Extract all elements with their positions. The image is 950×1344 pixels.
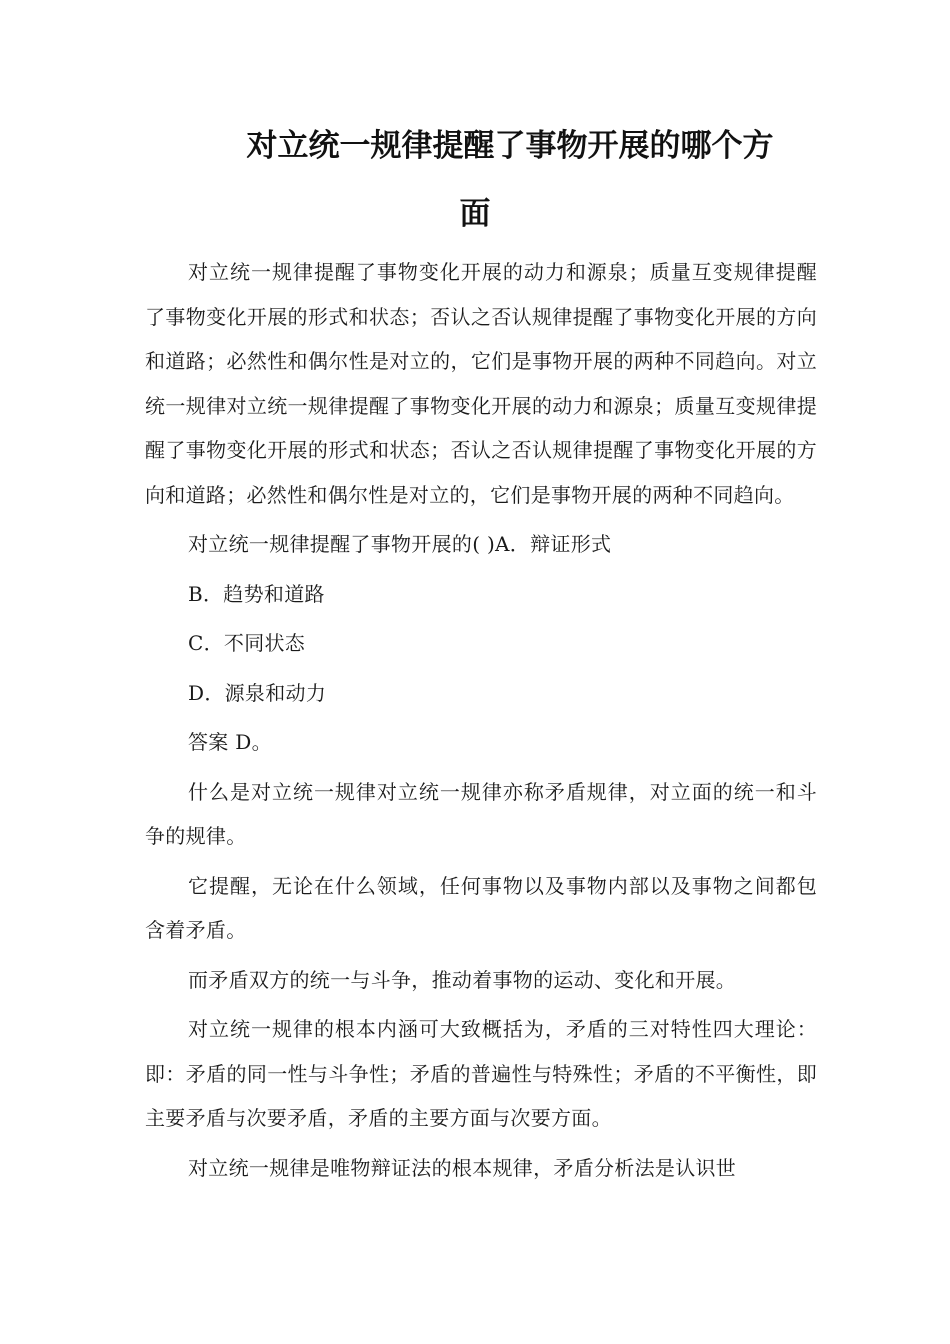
document-title-line-1: 对立统一规律提醒了事物开展的哪个方 bbox=[246, 128, 774, 164]
paragraph-reminder: 它提醒，无论在什么领域，任何事物以及事物内部以及事物之间都包含着矛盾。 bbox=[145, 873, 817, 942]
option-c: C．不同状态 bbox=[188, 631, 306, 655]
answer: 答案 D。 bbox=[188, 730, 272, 754]
paragraph-fundamental-law: 对立统一规律是唯物辩证法的根本规律，矛盾分析法是认识世 bbox=[188, 1155, 737, 1180]
option-d: D．源泉和动力 bbox=[188, 680, 327, 705]
option-b: B．趋势和道路 bbox=[188, 581, 325, 606]
document-title-line-2: 面 bbox=[459, 196, 491, 232]
paragraph-intro: 对立统一规律提醒了事物变化开展的动力和源泉；质量互变规律提醒了事物变化开展的形式和状态；否认之否认规律提醒了事物变化开展的方向和道路；必然性和偶尔性是对立的，它们是事物开展的两种不同趋向。对立统一规律对立统一规律提醒了事物变化开展的动力和源泉；质量互变规律提醒了事物变化开展的形式和状态；否认之否认规律提醒了事物变化开展的方向和道路；必然性和偶尔性是对立的，它们是事物开展的两种不同趋向。 bbox=[145, 260, 817, 507]
paragraph-connotation: 对立统一规律的根本内涵可大致概括为，矛盾的三对特性四大理论：即：矛盾的同一性与斗争性；矛盾的普遍性与特殊性；矛盾的不平衡性，即主要矛盾与次要矛盾，矛盾的主要方面与次要方面。 bbox=[145, 1017, 817, 1130]
question-stem: 对立统一规律提醒了事物开展的( )A．辩证形式 bbox=[188, 532, 612, 556]
paragraph-unity-struggle: 而矛盾双方的统一与斗争，推动着事物的运动、变化和开展。 bbox=[188, 967, 737, 992]
paragraph-definition: 什么是对立统一规律对立统一规律亦称矛盾规律，对立面的统一和斗争的规律。 bbox=[145, 779, 817, 848]
document-body bbox=[145, 250, 817, 1190]
